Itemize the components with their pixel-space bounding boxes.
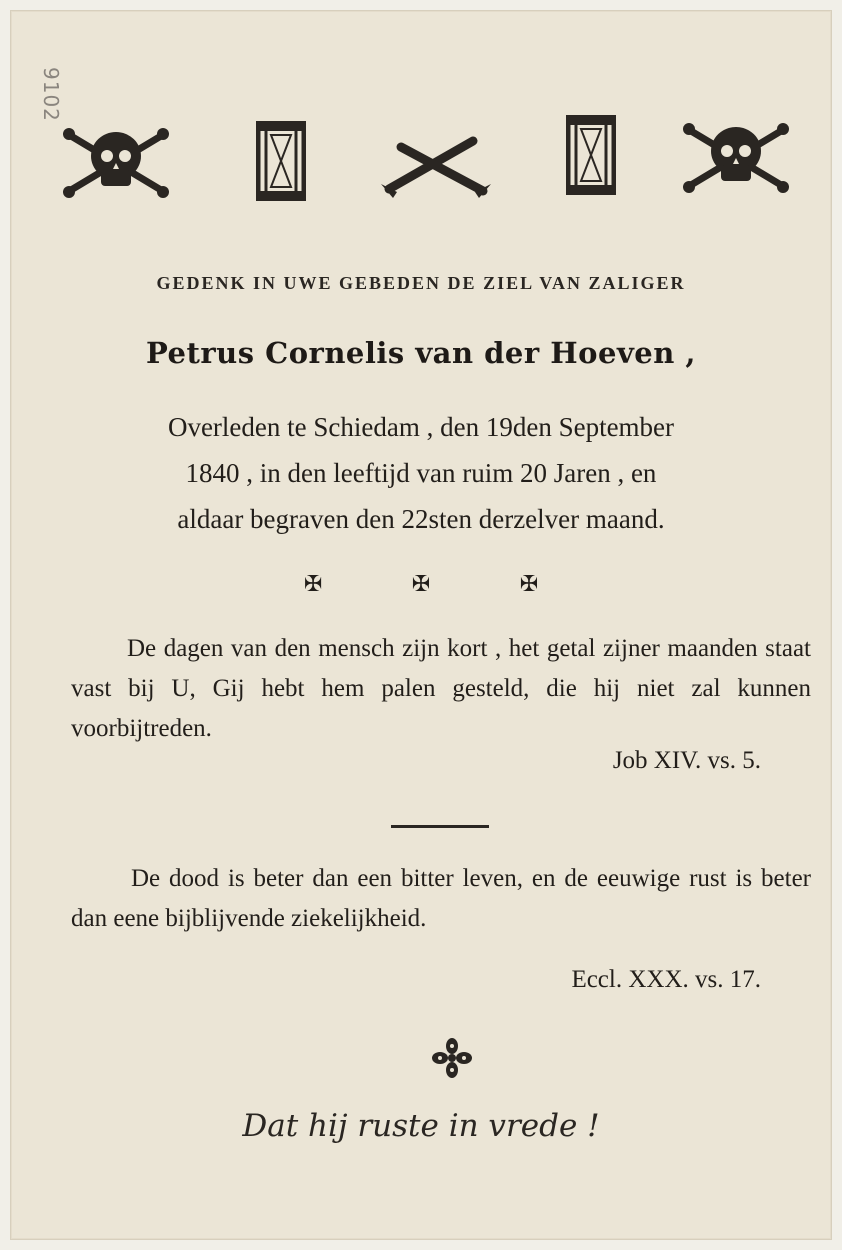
handwritten-number: 9102 (39, 67, 63, 122)
cross-icon: ✠ (411, 571, 431, 596)
verse-ecclesiasticus: De dood is beter dan een bitter leven, en de eeuwige rust is beter dan eene bijblijvende ziekelijkheid. (71, 865, 811, 932)
verse-job: De dagen van den mensch zijn kort , het getal zijner maanden staat vast bij U, Gij hebt hem palen gesteld, die hij niet zal kunnen voorbijtreden. (71, 635, 811, 742)
death-line: 1840 , in den leeftijd van ruim 20 Jaren , en (185, 458, 657, 488)
crossed-torches-icon (381, 129, 491, 199)
memorial-card (10, 10, 832, 1240)
divider-rule (391, 825, 489, 828)
floral-ornament-icon (432, 1038, 472, 1078)
death-line: Overleden te Schiedam , den 19den September (167, 412, 675, 442)
prayer-heading: GEDENK IN UWE GEBEDEN DE ZIEL VAN ZALIGER (156, 273, 686, 293)
skull-crossbones-icon (681, 119, 791, 194)
verse-ecclesiasticus-reference: Eccl. XXX. vs. 17. (571, 966, 761, 993)
cross-icon: ✠ (519, 571, 539, 596)
deceased-name: Petrus Cornelis van der Hoeven , (145, 336, 697, 370)
cross-icon: ✠ (303, 571, 323, 596)
death-notice (11, 404, 831, 542)
closing-prayer: Dat hij ruste in vrede ! (242, 1108, 600, 1144)
hourglass-icon (566, 115, 616, 195)
death-line: aldaar begraven den 22sten derzelver maand. (177, 504, 665, 534)
hourglass-icon (256, 121, 306, 201)
verse-job-reference: Job XIV. vs. 5. (612, 747, 761, 774)
top-ornament-row (51, 109, 811, 209)
star-divider (11, 571, 831, 597)
skull-crossbones-icon (61, 124, 171, 199)
